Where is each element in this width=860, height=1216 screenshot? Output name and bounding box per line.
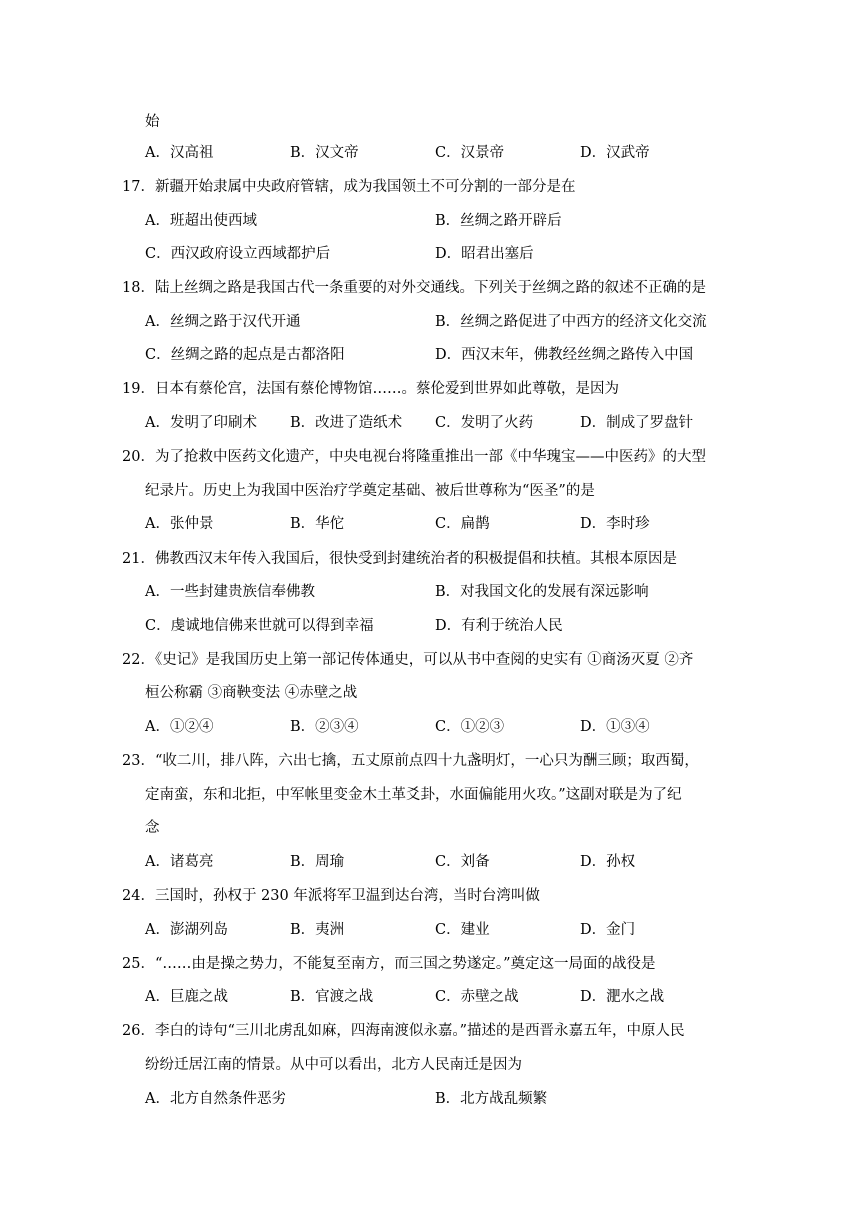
- q20-option-a: A．张仲景: [145, 516, 214, 532]
- q25-option-c: C．赤壁之战: [435, 989, 519, 1005]
- question-18: 18．陆上丝绸之路是我国古代一条重要的对外交通线。下列关于丝绸之路的叙述不正确的是: [122, 280, 706, 296]
- q19-option-d: D．制成了罗盘针: [580, 415, 694, 431]
- q19-option-b: B．改进了造纸术: [290, 415, 403, 431]
- question-17: 17．新疆开始隶属中央政府管辖，成为我国领土不可分割的一部分是在: [122, 179, 576, 195]
- question-16-continuation: 始: [145, 114, 160, 130]
- question-22: 22．《史记》是我国历史上第一部记传体通史，可以从书中查阅的史实有 ①商汤灭夏 ②齐: [122, 652, 694, 668]
- q22-option-a: A．①②④: [145, 719, 214, 735]
- q20-option-d: D．李时珍: [580, 516, 650, 532]
- q16-option-a: A．汉高祖: [145, 145, 214, 161]
- q24-option-c: C．建业: [435, 922, 490, 938]
- q18-option-d: D．西汉末年，佛教经丝绸之路传入中国: [435, 347, 694, 363]
- question-23: 23．“收二川，排八阵，六出七擒，五丈原前点四十九盏明灯，一心只为酬三顾；取西蜀，: [122, 753, 699, 769]
- q26-option-a: A．北方自然条件恶劣: [145, 1091, 286, 1107]
- question-20-line-2: 纪录片。历史上为我国中医治疗学奠定基础、被后世尊称为“医圣”的是: [145, 483, 595, 499]
- q20-option-c: C．扁鹊: [435, 516, 490, 532]
- q16-option-b: B．汉文帝: [290, 145, 359, 161]
- q17-option-d: D．昭君出塞后: [435, 246, 534, 262]
- q24-option-a: A．澎湖列岛: [145, 922, 228, 938]
- q22-option-c: C．①②③: [435, 719, 505, 735]
- question-22-line-2: 桓公称霸 ③商鞅变法 ④赤壁之战: [145, 685, 358, 701]
- q23-option-b: B．周瑜: [290, 854, 345, 870]
- q17-option-b: B．丝绸之路开辟后: [435, 213, 562, 229]
- q25-option-b: B．官渡之战: [290, 989, 374, 1005]
- question-24: 24．三国时，孙权于 230 年派将军卫温到达台湾，当时台湾叫做: [122, 888, 540, 904]
- q20-option-b: B．华佗: [290, 516, 345, 532]
- q23-option-c: C．刘备: [435, 854, 490, 870]
- q17-option-a: A．班超出使西域: [145, 213, 257, 229]
- question-23-line-3: 念: [145, 820, 160, 836]
- q23-option-a: A．诸葛亮: [145, 854, 214, 870]
- question-23-line-2: 定南蛮，东和北拒，中军帐里变金木土革爻卦，水面偏能用火攻。”这副对联是为了纪: [145, 787, 682, 803]
- question-25: 25．“……由是操之势力，不能复至南方，而三国之势遂定。”奠定这一局面的战役是: [122, 956, 656, 972]
- q19-option-a: A．发明了印刷术: [145, 415, 257, 431]
- q24-option-b: B．夷洲: [290, 922, 345, 938]
- q19-option-c: C．发明了火药: [435, 415, 534, 431]
- q21-option-b: B．对我国文化的发展有深远影响: [435, 584, 649, 600]
- q18-option-a: A．丝绸之路于汉代开通: [145, 314, 301, 330]
- question-20: 20．为了抢救中医药文化遗产，中央电视台将隆重推出一部《中华瑰宝——中医药》的大型: [122, 449, 706, 465]
- question-26-line-2: 纷纷迁居江南的情景。从中可以看出，北方人民南迁是因为: [145, 1057, 522, 1073]
- q18-option-c: C．丝绸之路的起点是古都洛阳: [145, 347, 345, 363]
- question-21: 21．佛教西汉末年传入我国后，很快受到封建统治者的积极提倡和扶植。其根本原因是: [122, 551, 677, 567]
- q22-option-d: D．①③④: [580, 719, 650, 735]
- q23-option-d: D．孙权: [580, 854, 636, 870]
- q26-option-b: B．北方战乱频繁: [435, 1091, 548, 1107]
- q21-option-a: A．一些封建贵族信奉佛教: [145, 584, 315, 600]
- q24-option-d: D．金门: [580, 922, 636, 938]
- question-19: 19．日本有蔡伦宫，法国有蔡伦博物馆……。蔡伦爱到世界如此尊敬，是因为: [122, 381, 619, 397]
- q18-option-b: B．丝绸之路促进了中西方的经济文化交流: [435, 314, 707, 330]
- question-26: 26．李白的诗句“三川北虏乱如麻，四海南渡似永嘉。”描述的是西晋永嘉五年，中原人民: [122, 1023, 685, 1039]
- q16-option-c: C．汉景帝: [435, 145, 505, 161]
- q22-option-b: B．②③④: [290, 719, 359, 735]
- q25-option-a: A．巨鹿之战: [145, 989, 228, 1005]
- q17-option-c: C．西汉政府设立西域都护后: [145, 246, 331, 262]
- q25-option-d: D．淝水之战: [580, 989, 665, 1005]
- q21-option-d: D．有利于统治人民: [435, 618, 563, 634]
- q21-option-c: C．虔诚地信佛来世就可以得到幸福: [145, 618, 374, 634]
- q16-option-d: D．汉武帝: [580, 145, 650, 161]
